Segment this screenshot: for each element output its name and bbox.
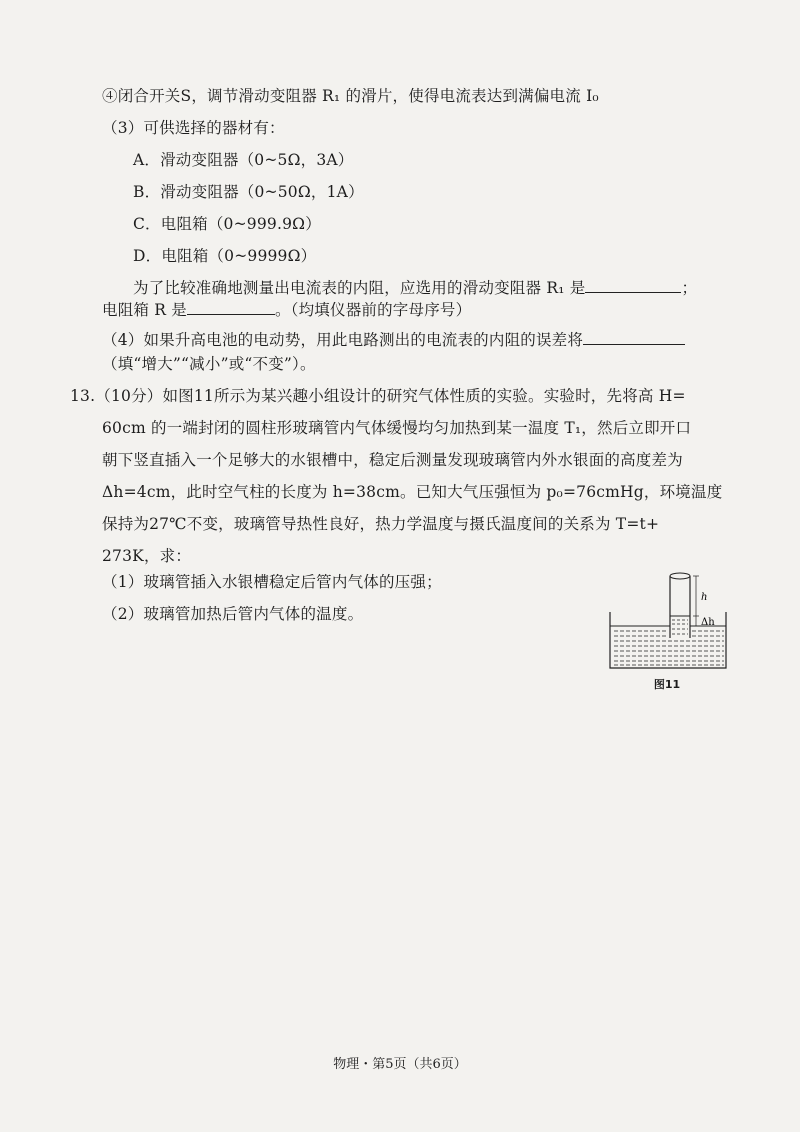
answer-blank-r[interactable]	[187, 300, 275, 315]
q3-stem: （3）可供选择的器材有：	[102, 119, 285, 137]
problem-13-line-5: 保持为27℃不变，玻璃管导热性良好，热力学温度与摄氏温度间的关系为 T=t+	[102, 515, 660, 533]
problem-13-line-4: Δh=4cm，此时空气柱的长度为 h=38cm。已知大气压强恒为 p₀=76cmHg，环境温度	[102, 483, 723, 501]
option-b: B．滑动变阻器（0~50Ω，1A）	[133, 183, 364, 201]
label-h: h	[701, 592, 708, 603]
tube-mercury-hatching	[672, 620, 688, 634]
figure-11-caption: 图11	[653, 678, 681, 691]
tube-top	[670, 573, 690, 579]
option-d: D．电阻箱（0~9999Ω）	[133, 247, 317, 265]
answer-blank-error[interactable]	[583, 330, 685, 345]
q3-answer-line-2-end: 。（均填仪器前的字母序号）	[274, 301, 472, 319]
sub-question-1: （1）玻璃管插入水银槽稳定后管内气体的压强；	[102, 573, 442, 591]
problem-13-line-1: 13.（10分）如图11所示为某兴趣小组设计的研究气体性质的实验。实验时，先将高 H=	[70, 387, 686, 405]
step-4-text: ④闭合开关S，调节滑动变阻器 R₁ 的滑片，使得电流表达到满偏电流 I₀	[102, 87, 599, 105]
problem-13-line-2: 60cm 的一端封闭的圆柱形玻璃管内气体缓慢均匀加热到某一温度 T₁，然后立即开口	[102, 419, 692, 437]
q3-answer-line-2-start: 电阻箱 R 是	[102, 301, 187, 319]
sub-question-2: （2）玻璃管加热后管内气体的温度。	[102, 605, 364, 623]
q3-answer-line-1	[133, 278, 697, 298]
q3-answer-line-1-text: 为了比较准确地测量出电流表的内阻，应选用的滑动变阻器 R₁ 是	[133, 279, 586, 297]
q3-answer-line-2	[102, 300, 471, 320]
q4-line-1	[102, 330, 685, 350]
figure-11	[602, 568, 732, 698]
figure-11-diagram	[602, 568, 732, 676]
option-a: A．滑动变阻器（0~5Ω，3A）	[133, 151, 354, 169]
mercury-hatching	[614, 631, 724, 665]
option-c: C．电阻箱（0~999.9Ω）	[133, 215, 321, 233]
problem-13-line-6: 273K，求：	[102, 547, 192, 565]
q3-answer-line-1-end: ；	[681, 279, 698, 297]
q4-line-1-text: （4）如果升高电池的电动势，用此电路测出的电流表的内阻的误差将	[102, 331, 584, 349]
page-footer: 物理・第5页（共6页）	[333, 1057, 467, 1072]
label-delta-h: Δh	[701, 617, 715, 628]
problem-13-line-3: 朝下竖直插入一个足够大的水银槽中，稳定后测量发现玻璃管内外水银面的高度差为	[102, 451, 683, 469]
answer-blank-r1[interactable]	[585, 278, 681, 293]
q4-line-2: （填“增大”“减小”或“不变”）。	[102, 355, 316, 373]
